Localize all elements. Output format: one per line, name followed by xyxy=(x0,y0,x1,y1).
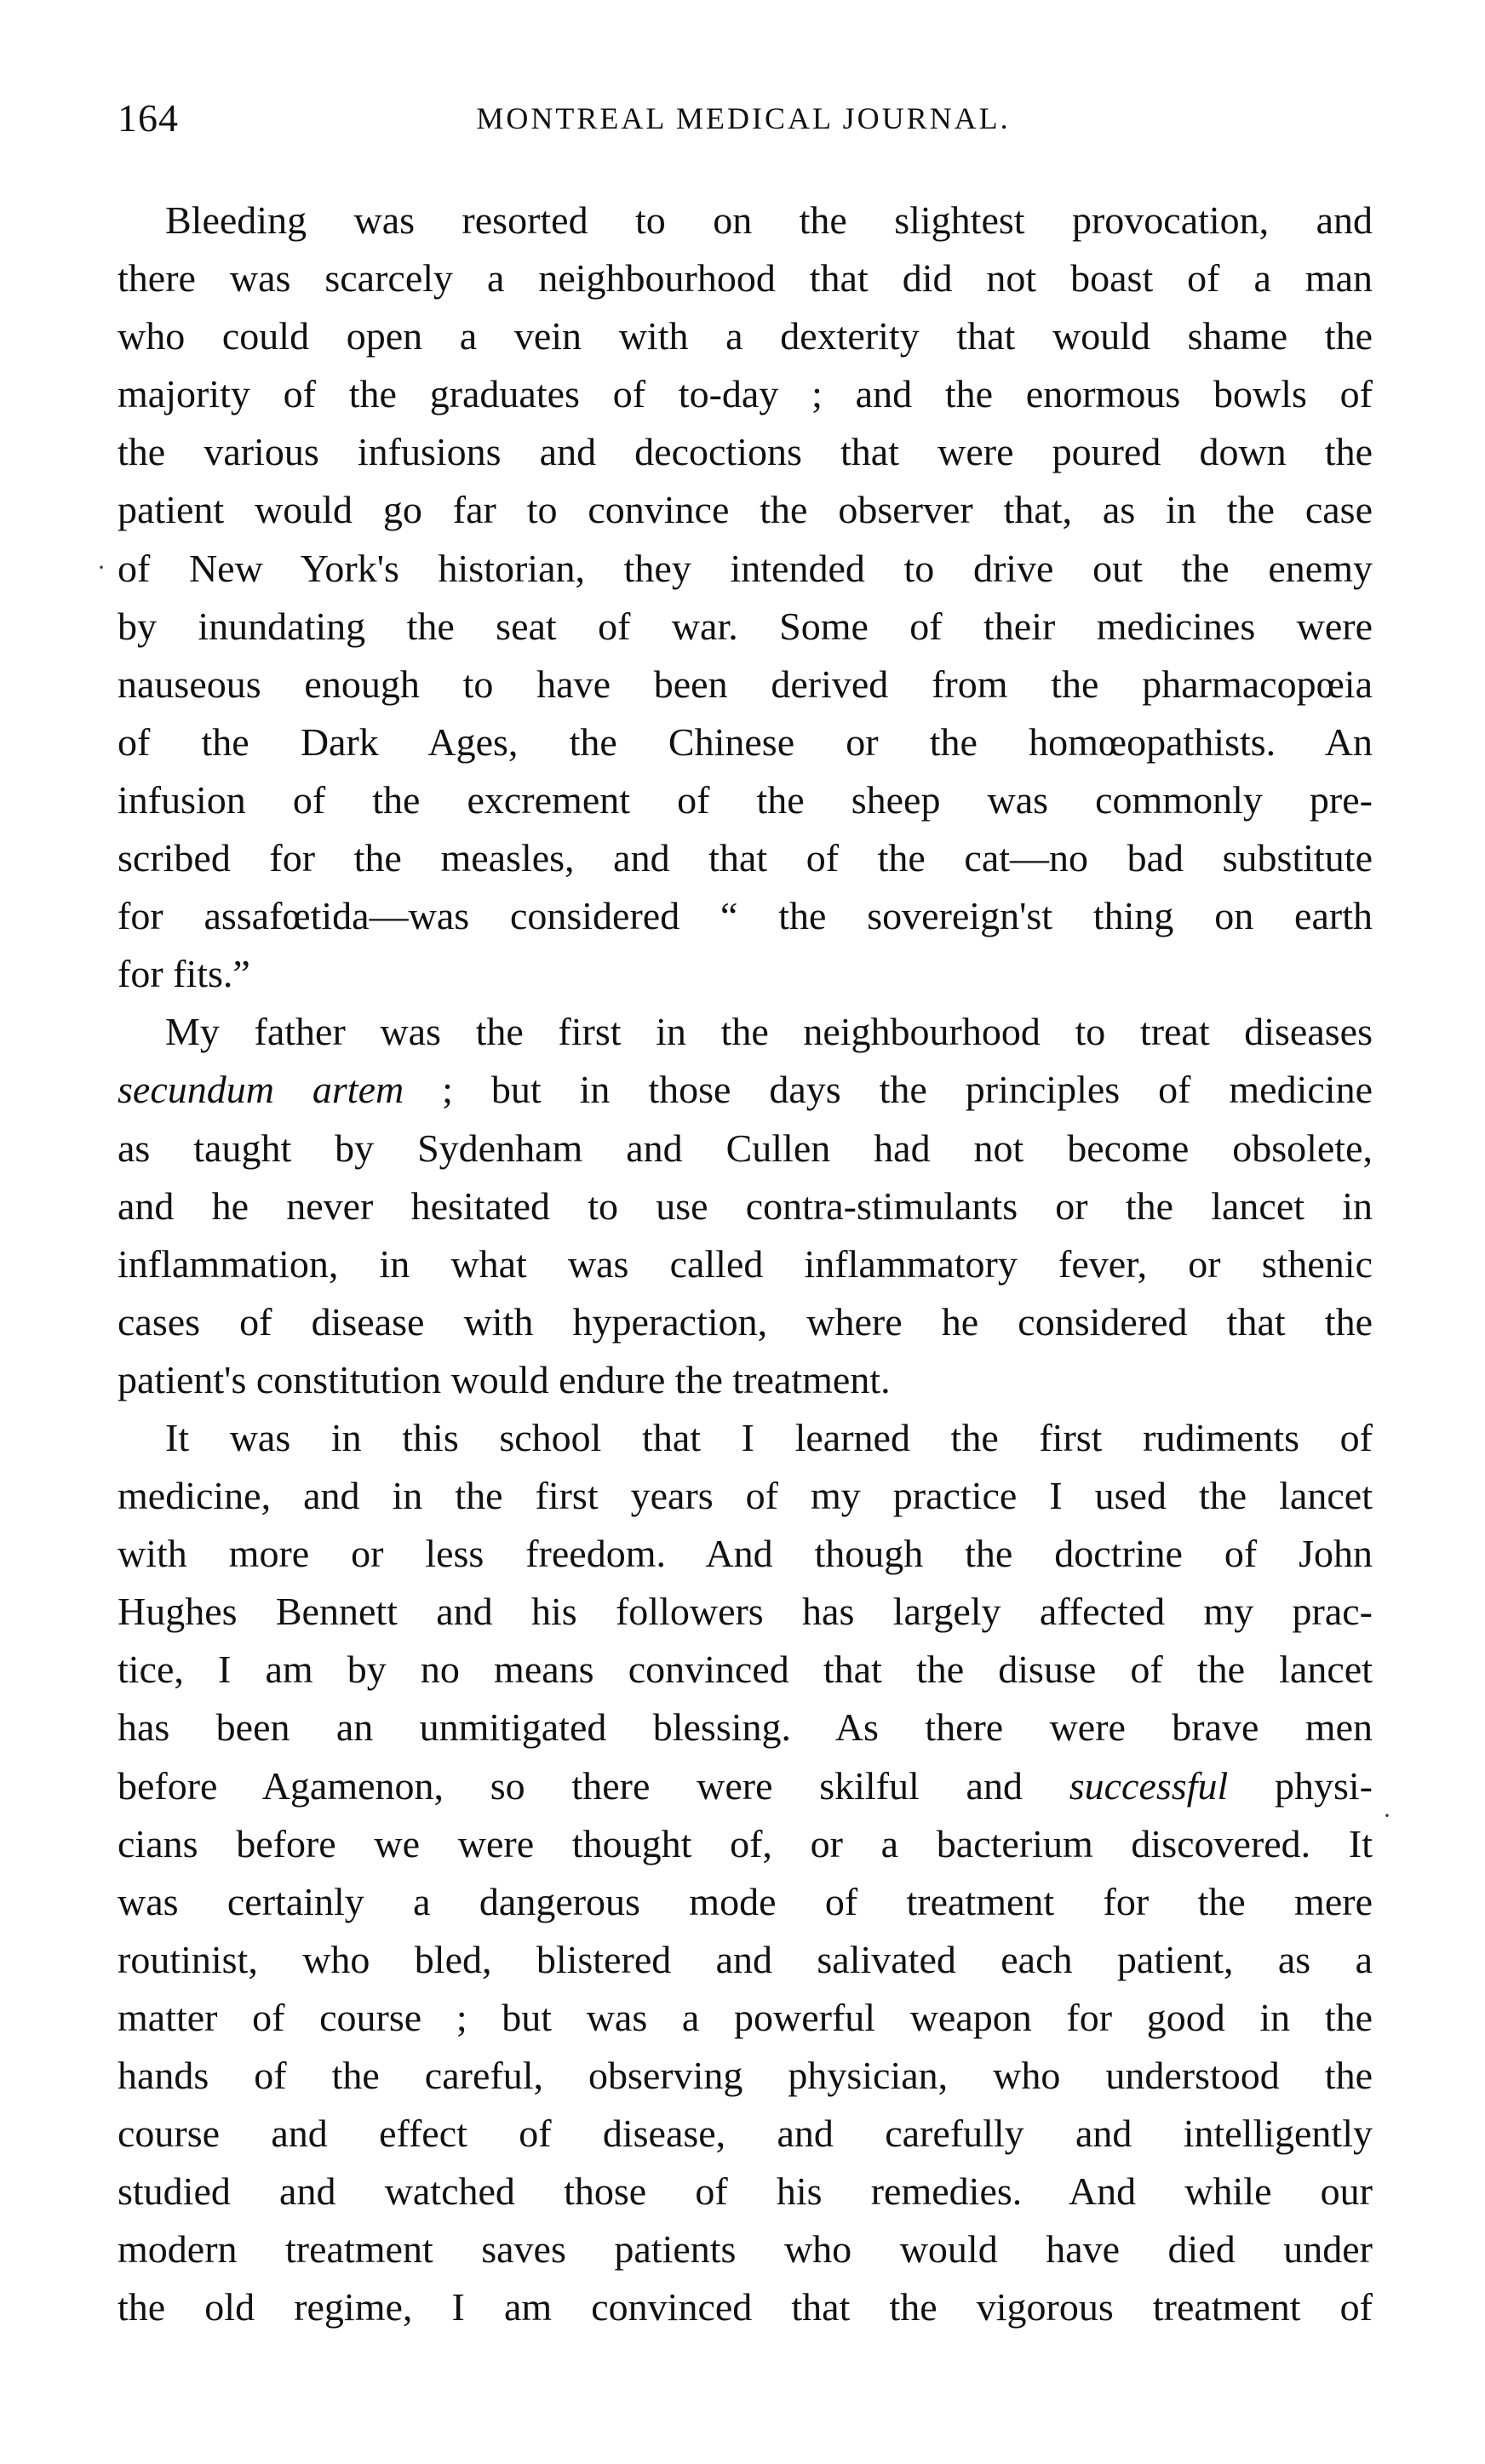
paragraph xyxy=(118,192,1373,1003)
text-line: It was in this school that I learned the first rudiments of xyxy=(165,1415,1373,1459)
text-line: scribed for the measles, and that of the cat—no bad substitute xyxy=(118,836,1373,880)
running-head xyxy=(118,95,1369,146)
text-line: nauseous enough to have been derived from the pharmacopœia xyxy=(118,662,1373,706)
text-line: of New York's historian, they intended to drive out the enemy xyxy=(118,546,1373,590)
text-line: cians before we were thought of, or a bacterium discovered. It xyxy=(118,1821,1373,1865)
text-line: patient's constitution would endure the treatment. xyxy=(118,1357,891,1401)
text-line: by inundating the seat of war. Some of their medicines were xyxy=(118,604,1373,648)
text-line: the old regime, I am convinced that the vigorous treatment of xyxy=(118,2285,1373,2329)
journal-title: MONTREAL MEDICAL JOURNAL. xyxy=(476,101,1011,135)
text-line: patient would go far to convince the observer that, as in the case xyxy=(118,488,1373,532)
page-number: 164 xyxy=(118,96,179,140)
paragraph xyxy=(118,1409,1373,2337)
text-line: matter of course ; but was a powerful weapon for good in the xyxy=(118,1995,1373,2039)
italic-phrase: successful xyxy=(1069,1763,1229,1808)
text-line: the various infusions and decoctions that were poured down the xyxy=(118,430,1373,474)
text-line: for fits.” xyxy=(118,952,250,996)
text-line: tice, I am by no means convinced that the disuse of the lancet xyxy=(118,1647,1373,1692)
text-line: before Agamenon, so there were skilful and successful physi- xyxy=(118,1763,1373,1808)
text-line: as taught by Sydenham and Cullen had not become obsolete, xyxy=(118,1126,1373,1170)
text-line: for assafœtida—was considered “ the sovereign'st thing on earth xyxy=(118,894,1373,938)
text-line: inflammation, in what was called inflammatory fever, or sthenic xyxy=(118,1241,1373,1286)
text-line: of the Dark Ages, the Chinese or the homœopathists. An xyxy=(118,719,1373,764)
text-line: cases of disease with hyperaction, where he considered that the xyxy=(118,1299,1373,1344)
text-line: has been an unmitigated blessing. As there were brave men xyxy=(118,1705,1373,1750)
margin-dot-mark: · xyxy=(1383,1802,1391,1830)
text-line: course and effect of disease, and carefully and intelligently xyxy=(118,2112,1373,2156)
text-line: Bleeding was resorted to on the slightest provocation, and xyxy=(165,198,1373,242)
text-line: modern treatment saves patients who would have died under xyxy=(118,2227,1373,2272)
text-line: My father was the first in the neighbourhood to treat diseases xyxy=(165,1010,1373,1054)
body-text xyxy=(118,192,1373,2336)
italic-phrase: secundum artem xyxy=(118,1068,404,1112)
text-line: Hughes Bennett and his followers has largely affected my prac- xyxy=(118,1590,1373,1634)
text-line: studied and watched those of his remedies. And while our xyxy=(118,2169,1373,2214)
text-line: and he never hesitated to use contra-stimulants or the lancet in xyxy=(118,1183,1373,1228)
margin-dot-mark: · xyxy=(97,553,106,582)
paragraph xyxy=(118,1003,1373,1409)
text-line: was certainly a dangerous mode of treatment for the mere xyxy=(118,1879,1373,1923)
text-line: majority of the graduates of to-day ; and the enormous bowls of xyxy=(118,372,1373,416)
text-line: with more or less freedom. And though the doctrine of John xyxy=(118,1532,1373,1576)
text-line: hands of the careful, observing physician, who understood the xyxy=(118,2054,1373,2097)
text-line: secundum artem ; but in those days the principles of medicine xyxy=(118,1068,1373,1112)
text-line: routinist, who bled, blistered and salivated each patient, as a xyxy=(118,1937,1373,1981)
text-line: infusion of the excrement of the sheep was commonly pre- xyxy=(118,777,1373,822)
text-line: medicine, and in the first years of my practice I used the lancet xyxy=(118,1474,1373,1518)
text-line: who could open a vein with a dexterity that would shame the xyxy=(118,314,1373,358)
text-line: there was scarcely a neighbourhood that did not boast of a man xyxy=(118,256,1373,301)
